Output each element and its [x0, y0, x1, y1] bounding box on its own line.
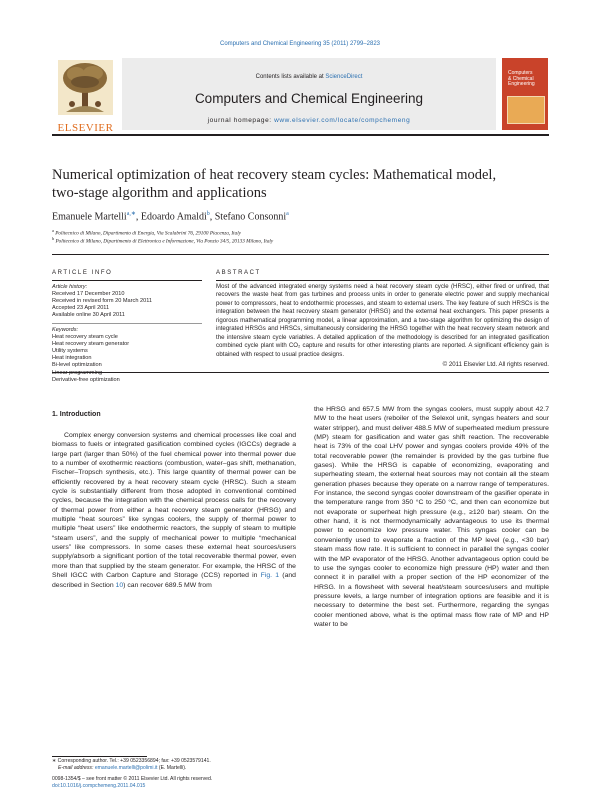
journal-citation[interactable]: Computers and Chemical Engineering 35 (2011) 2799–2823 — [220, 41, 380, 47]
email-label: E-mail address: — [58, 765, 95, 771]
body-column-right: the HRSG and 657.5 MW from the syngas coolers, must supply about 42.7 MW to the heat users (reboiler of the Selexol unit, syngas heaters and sour water stripper), and must deliver 488.5 MW of superheated medium pressure (MP) steam for gasification and water gas shift reaction. The recoverable heat is 73% of the coal LHV power and syngas coolers provide 49% of the total recoverable power (the remainder is provided by the gas turbine flue gases). While the HRSG is capable of economizing, evaporating and superheating steam, the external heat sources may not contain all the steam generation phases because they operate on a narrow range of temperatures. For instance, the second syngas cooler downstream of the gasifier operate in the temperature range from 350 °C to 250 °C, and then can economize but not evaporate or superheat high pressure (e.g., ≥120 bar) steam. On the other hand, it is not thermodynamically advantageous to use its thermal power to economize low pressure water. This syngas cooler can be conveniently used to evaporate a fraction of the MP level (e.g., <30 bar) steam mass flow rate. It is sufficient to connect in parallel the syngas cooler with the MP evaporator of the HRSG. Another advantageous option could be to use the syngas cooler to economize high pressure (HP) water and then connect it in parallel with a proper section of the HP economizer of the HRSG. In a flowsheet with several heat/steam sources/users and multiple pressure levels, a large number of integration options are feasible and it is necessary to determine the best set. Furthermore, regarding the syngas cooler mentioned above, what is the optimal mass flow rate of MP and HP water to be — [314, 406, 549, 628]
history-received: Received 17 December 2010 — [52, 291, 125, 298]
affiliation-mark: a — [52, 228, 54, 233]
homepage-label: journal homepage: — [207, 117, 275, 124]
article-title — [52, 166, 549, 202]
author-affiliation-mark[interactable]: b — [206, 211, 210, 217]
elsevier-tree-icon — [58, 60, 113, 115]
journal-title: Computers and Chemical Engineering — [194, 91, 424, 106]
email-link[interactable]: emanuele.martelli@polimi.it — [94, 765, 158, 771]
footnote-rule — [52, 756, 147, 757]
keywords-label: Keywords: — [52, 327, 79, 333]
author-name: Emanuele Martelli — [52, 211, 127, 223]
author-name: Edoardo Amaldi — [140, 211, 207, 223]
body-text: ) can recover 689.5 MW from — [123, 581, 212, 589]
keywords-rule — [52, 323, 202, 324]
doi-line — [52, 783, 145, 790]
email-suffix: (E. Martelli). — [157, 765, 187, 771]
cover-title-line-3: Engineering — [508, 81, 535, 87]
keyword-item: Heat recovery steam generator — [52, 341, 130, 348]
cover-title-line-2: & Chemical — [508, 75, 534, 82]
author-name: Stefano Consonni — [214, 211, 287, 223]
history-revised: Received in revised form 20 March 2011 — [52, 298, 153, 305]
article-title-line-1: Numerical optimization of heat recovery steam cycles: Mathematical model, — [52, 167, 497, 183]
contents-availability — [122, 74, 496, 80]
sciencedirect-link[interactable]: ScienceDirect — [325, 74, 363, 80]
body-text: (and described in Section — [52, 572, 296, 589]
header-rule — [52, 134, 549, 136]
cover-image — [507, 96, 545, 124]
keywords — [52, 327, 202, 384]
article-history — [52, 284, 202, 319]
journal-homepage — [122, 117, 496, 124]
corresponding-author-note: ∗ Corresponding author. Tel.: +39 0523356894; fax: +39 0523579141. — [52, 758, 211, 764]
keyword-item: Heat recovery steam cycle — [52, 334, 118, 341]
article-info-rule — [52, 280, 202, 281]
history-label: Article history: — [52, 284, 88, 290]
abstract-bottom-rule — [52, 372, 549, 373]
affiliation-b — [52, 236, 273, 245]
section-heading-introduction: 1. Introduction — [52, 411, 101, 418]
article-title-line-2: two-stage algorithm and applications — [52, 185, 267, 201]
history-accepted: Accepted 23 April 2011 — [52, 305, 110, 312]
cover-title-line-1: Computers — [508, 70, 533, 76]
homepage-link[interactable]: www.elsevier.com/locate/compchemeng — [274, 117, 411, 124]
copyright-notice: © 2011 Elsevier Ltd. All rights reserved. — [442, 361, 549, 368]
keyword-item: Bi-level optimization — [52, 362, 102, 369]
keyword-item — [52, 370, 202, 377]
article-info-heading: ARTICLE INFO — [52, 270, 113, 276]
doi-link[interactable]: doi:10.1016/j.compchemeng.2011.04.015 — [52, 783, 146, 789]
title-rule — [52, 254, 549, 255]
abstract-heading: ABSTRACT — [216, 270, 261, 276]
elsevier-wordmark: ELSEVIER — [57, 122, 114, 134]
keyword-item: Heat integration — [52, 355, 92, 362]
history-online: Available online 30 April 2011 — [52, 312, 125, 319]
author-list: Emanuele Martelli$^{a,∗}$, Edoardo Amaldi$^b$, Stefano Consonni$^a$ — [52, 211, 289, 223]
issn-line: 0098-1354/$ – see front matter © 2011 Elsevier Ltd. All rights reserved. — [52, 776, 213, 782]
keyword-item: Derivative-free optimization — [52, 376, 120, 383]
body-column-left — [52, 431, 296, 590]
author-affiliation-mark[interactable]: a — [286, 211, 289, 217]
abstract-text: Most of the advanced integrated energy systems need a heat recovery steam cycle (HRSC), either fired or unfired, that recovers the waste heat from gas turbines and process units in order to generate electric power and supply mechanical power to compressors, heat to endothermic processes, and steam to external users. The key feature of such HRSCs is the integration between the heat recovery steam generator (HRSG) and the external heat exchangers. This paper presents a rigorous mathematical programming model, a linear approximation, and a two-stage algorithm for optimizing the design of integrated HRSGs and HRSCs, simultaneously considering the HRSG together with the heat recovery steam network and the intensive steam cycle variables. A detailed application of the methodology is described for an integrated gasification combined cycle plant with CO₂ capture and results for other interesting plants are reported. A significant efficiency gain is obtained with respect to usual practice designs. — [216, 283, 549, 358]
affiliation-mark: b — [52, 236, 55, 241]
keyword-item: Utility systems — [52, 348, 88, 355]
figure-link[interactable]: Fig. 1 — [260, 572, 280, 580]
cover-title — [508, 71, 546, 88]
body-text: Complex energy conversion systems and chemical processes like coal and biomass to fuels or integrated gasification combined cycles (IGCCs) degrade a large part (larger than 50%) of the fuel chemical power into thermal power due to a number of exothermic reactions (combustion, water–gas shift, methanation, Fischer–Tropsch synthesis, etc.). This large quantity of thermal power can be efficiently recovered by a heat recovery steam cycle (HRSC). Such a steam cycle is substantially different from those adopted in conventional combined cycles, because the integration with the chemical process calls for the recovery of thermal power from either a heat recovery steam generator (HRSG) and multiple “heat sources” like syngas coolers, the supply of thermal power to multiple “heat users” like endothermic reactors, the supply of steam to multiple “steam users”, and the supply of mechanical power to multiple “mechanical users” like compressors. In some cases these external heat sources/users supply/absorb a significant portion of the total recoverable thermal power, even more than that supplied by the steam generator. For example, the HRSC of the Shell IGCC with Carbon Capture and Storage (CCS) reported in — [52, 432, 296, 580]
affiliation-text: Politecnico di Milano, Dipartimento di Elettronica e Informazione, Via Ponzio 34/5, 20133 Milano, Italy — [55, 238, 274, 245]
email-note — [58, 765, 186, 772]
section-link[interactable]: 10 — [115, 581, 124, 589]
affiliation-text: Politecnico di Milano, Dipartimento di Energia, Via Scalabrini 76, 29100 Piacenza, Italy — [55, 230, 241, 237]
abstract-rule — [216, 280, 549, 281]
contents-prefix: Contents lists available at — [255, 74, 326, 80]
author-affiliation-mark[interactable]: a,∗ — [126, 211, 136, 217]
